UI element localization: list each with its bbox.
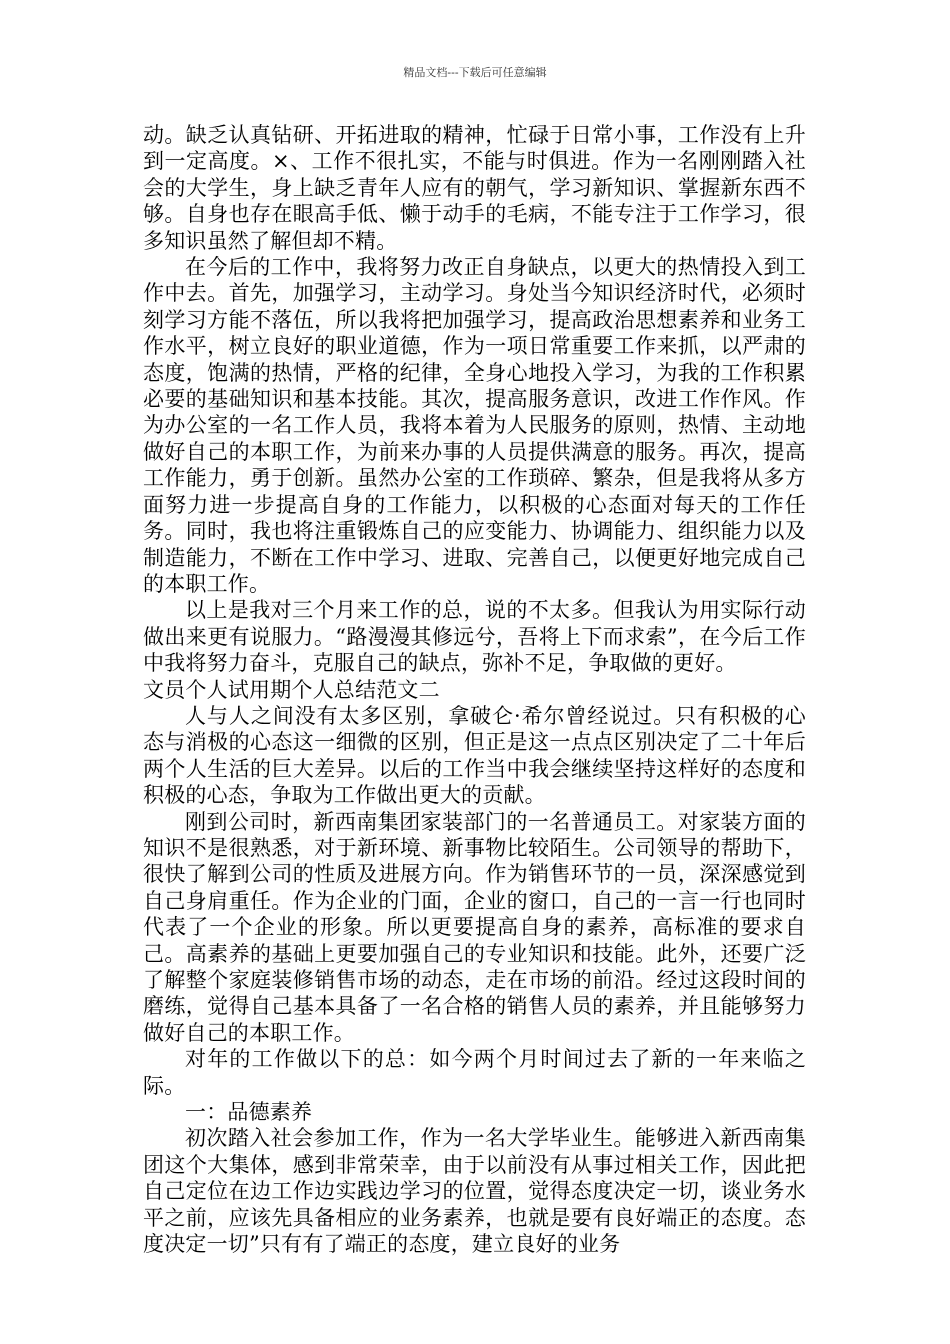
paragraph-closing: 以上是我对三个月来工作的总，说的不太多。但我认为用实际行动做出来更有说服力。“路漫漫其修远兮，吾将上下而求索”，在今后工作中我将努力奋斗，克服自己的缺点，弥补不足，争取做的更好。: [143, 598, 806, 676]
paragraph-continuation: 动。缺乏认真钻研、开拓进取的精神，忙碌于日常小事，工作没有上升到一定高度。×、工作不很扎实，不能与时俱进。作为一名刚刚踏入社会的大学生，身上缺乏青年人应有的朝气，学习新知识、掌握新东西不够。自身也存在眼高手低、懒于动手的毛病，不能专注于工作学习，很多知识虽然了解但却不精。: [143, 123, 806, 253]
paragraph-improvement-plan: 在今后的工作中，我将努力改正自身缺点，以更大的热情投入到工作中去。首先，加强学习，主动学习。身处当今知识经济时代，必须时刻学习方能不落伍，所以我将把加强学习，提高政治思想素养和业务工作水平，树立良好的职业道德，作为一项日常重要工作来抓，以严肃的态度，饱满的热情，严格的纪律，全身心地投入学习，为我的工作积累必要的基础知识和基本技能。其次，提高服务意识，改进工作作风。作为办公室的一名工作人员，我将本着为人民服务的原则，热情、主动地做好自己的本职工作，为前来办事的人员提供满意的服务。再次，提高工作能力，勇于创新。虽然办公室的工作琐碎、繁杂，但是我将从多方面努力进一步提高自身的工作能力，以积极的心态面对每天的工作任务。同时，我也将注重锻炼自己的应变能力、协调能力、组织能力以及制造能力，不断在工作中学习、进取、完善自己，以便更好地完成自己的本职工作。: [143, 255, 806, 596]
paragraph-year-summary: 对年的工作做以下的总：如今两个月时间过去了新的一年来临之际。: [143, 1047, 806, 1098]
page-header: 精品文档---下载后可任意编辑: [403, 66, 547, 79]
section-title: 文员个人试用期个人总结范文二: [143, 677, 440, 702]
paragraph-company-intro: 刚到公司时，新西南集团家装部门的一名普通员工。对家装方面的知识不是很熟悉，对于新环境、新事物比较陌生。公司领导的帮助下，很快了解到公司的性质及进展方向。作为销售环节的一员，深深感觉到自己身肩重任。作为企业的门面，企业的窗口，自己的一言一行也同时代表了一个企业的形象。所以更要提高自身的素养，高标准的要求自己。高素养的基础上更要加强自己的专业知识和技能。此外，还要广泛了解整个家庭装修销售市场的动态，走在市场的前沿。经过这段时间的磨练，觉得自己基本具备了一名合格的销售人员的素养，并且能够努力做好自己的本职工作。: [143, 809, 806, 1045]
paragraph-first-job: 初次踏入社会参加工作，作为一名大学毕业生。能够进入新西南集团这个大集体，感到非常荣幸，由于以前没有从事过相关工作，因此把自己定位在边工作边实践边学习的位置，觉得态度决定一切，谈业务水平之前，应该先具备相应的业务素养，也就是要有良好端正的态度。态度决定一切”只有有了端正的态度，建立良好的业务: [143, 1126, 806, 1257]
paragraph-attitude: 人与人之间没有太多区别，拿破仑·希尔曾经说过。只有积极的心态与消极的心态这一细微的区别，但正是这一点点区别决定了二十年后两个人生活的巨大差异。以后的工作当中我会继续坚持这样好的态度和积极的心态，争取为工作做出更大的贡献。: [143, 703, 806, 808]
subheading-moral-quality: 一：品德素养: [185, 1100, 313, 1125]
document-body: [143, 122, 806, 1257]
